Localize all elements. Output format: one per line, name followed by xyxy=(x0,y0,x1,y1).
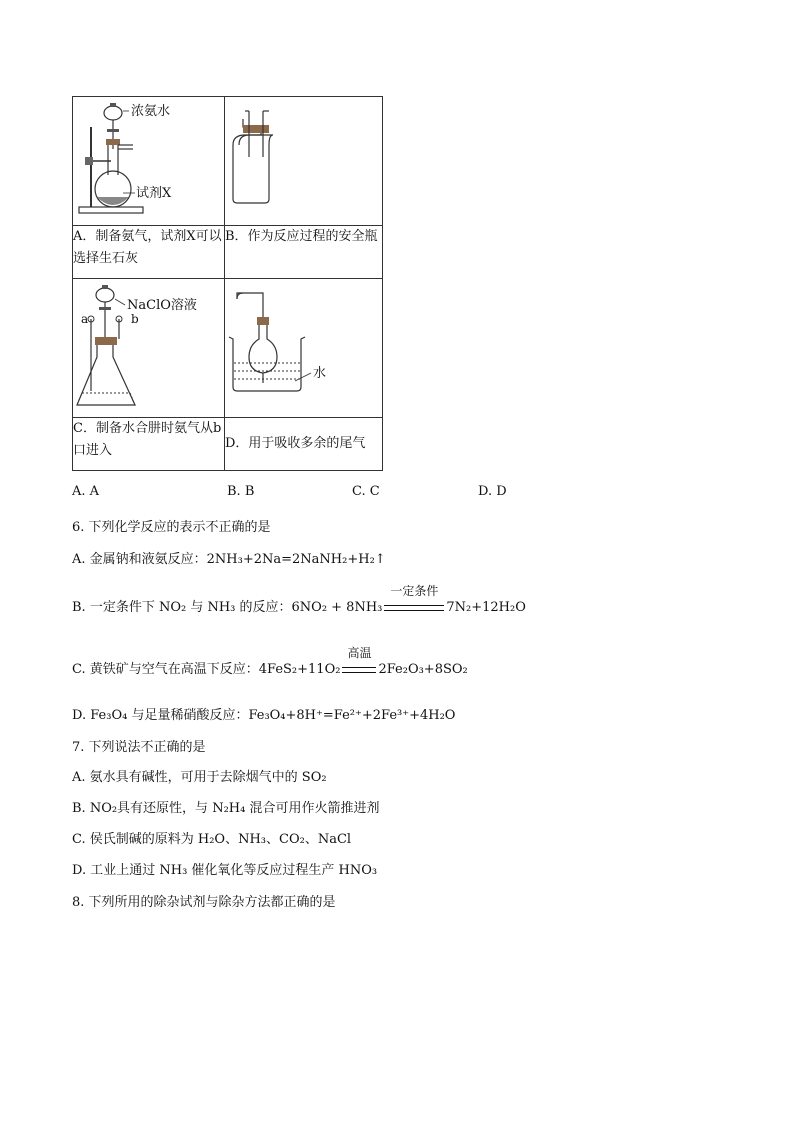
q6-option-d[interactable]: D. Fe₃O₄ 与足量稀硝酸反应：Fe₃O₄+8H⁺=Fe²⁺+2Fe³⁺+4H₂O xyxy=(72,708,456,723)
absorption-beaker-drawing xyxy=(225,279,381,417)
q5-options xyxy=(72,484,572,502)
apparatus-a-image xyxy=(73,97,225,226)
q6-b-prefix: B. 一定条件下 NO₂ 与 NH₃ 的反应：6NO₂ + 8NH₃ xyxy=(72,600,383,615)
label-port-b: b xyxy=(131,312,139,326)
option-b[interactable]: B. B xyxy=(227,484,255,499)
q6-b-arrow xyxy=(384,584,444,615)
q6-option-c[interactable] xyxy=(72,646,468,677)
q6-b-condition: 一定条件 xyxy=(390,584,439,598)
q7-option-b[interactable]: B. NO₂具有还原性，与 N₂H₄ 混合可用作火箭推进剂 xyxy=(72,801,380,816)
apparatus-c-image xyxy=(73,279,225,418)
label-port-a: a xyxy=(81,312,89,326)
option-d[interactable]: D. D xyxy=(478,484,507,499)
q7-option-a[interactable]: A. 氨水具有碱性，可用于去除烟气中的 SO₂ xyxy=(72,770,327,785)
apparatus-table xyxy=(72,96,383,471)
safety-bottle-drawing xyxy=(225,97,381,225)
apparatus-a-caption: A．制备氨气，试剂X可以选择生石灰 xyxy=(73,226,225,279)
label-conc-ammonia: 浓氨水 xyxy=(131,104,171,119)
apparatus-b-image xyxy=(225,97,383,226)
apparatus-d-caption: D．用于吸收多余的尾气 xyxy=(225,418,383,471)
q6-b-suffix: 7N₂+12H₂O xyxy=(446,600,526,615)
q6-c-prefix: C. 黄铁矿与空气在高温下反应：4FeS₂+11O₂ xyxy=(72,662,341,677)
q7-option-c[interactable]: C. 侯氏制碱的原料为 H₂O、NH₃、CO₂、NaCl xyxy=(72,832,352,847)
q6-c-suffix: 2Fe₂O₃+8SO₂ xyxy=(378,662,468,677)
q7-option-d[interactable]: D. 工业上通过 NH₃ 催化氧化等反应过程生产 HNO₃ xyxy=(72,863,378,878)
hydrazine-flask-drawing xyxy=(73,279,223,417)
option-a[interactable]: A. A xyxy=(72,484,100,499)
label-water: 水 xyxy=(313,366,327,381)
q6-option-b[interactable] xyxy=(72,584,526,615)
option-c[interactable]: C. C xyxy=(352,484,380,499)
label-naclo: NaClO溶液 xyxy=(127,298,197,313)
ammonia-generator-drawing xyxy=(73,97,223,225)
label-reagent-x: 试剂X xyxy=(136,186,172,201)
apparatus-d-image xyxy=(225,279,383,418)
q6-option-a[interactable]: A. 金属钠和液氨反应：2NH₃+2Na=2NaNH₂+H₂↑ xyxy=(72,552,386,567)
apparatus-b-caption: B．作为反应过程的安全瓶 xyxy=(225,226,383,279)
q7-stem: 7. 下列说法不正确的是 xyxy=(72,740,206,755)
q6-c-arrow xyxy=(342,646,376,677)
apparatus-c-caption: C．制备水合肼时氨气从b口进入 xyxy=(73,418,225,471)
q8-stem: 8. 下列所用的除杂试剂与除杂方法都正确的是 xyxy=(72,895,336,910)
q6-stem: 6. 下列化学反应的表示不正确的是 xyxy=(72,520,271,535)
q6-c-condition: 高温 xyxy=(347,646,372,660)
